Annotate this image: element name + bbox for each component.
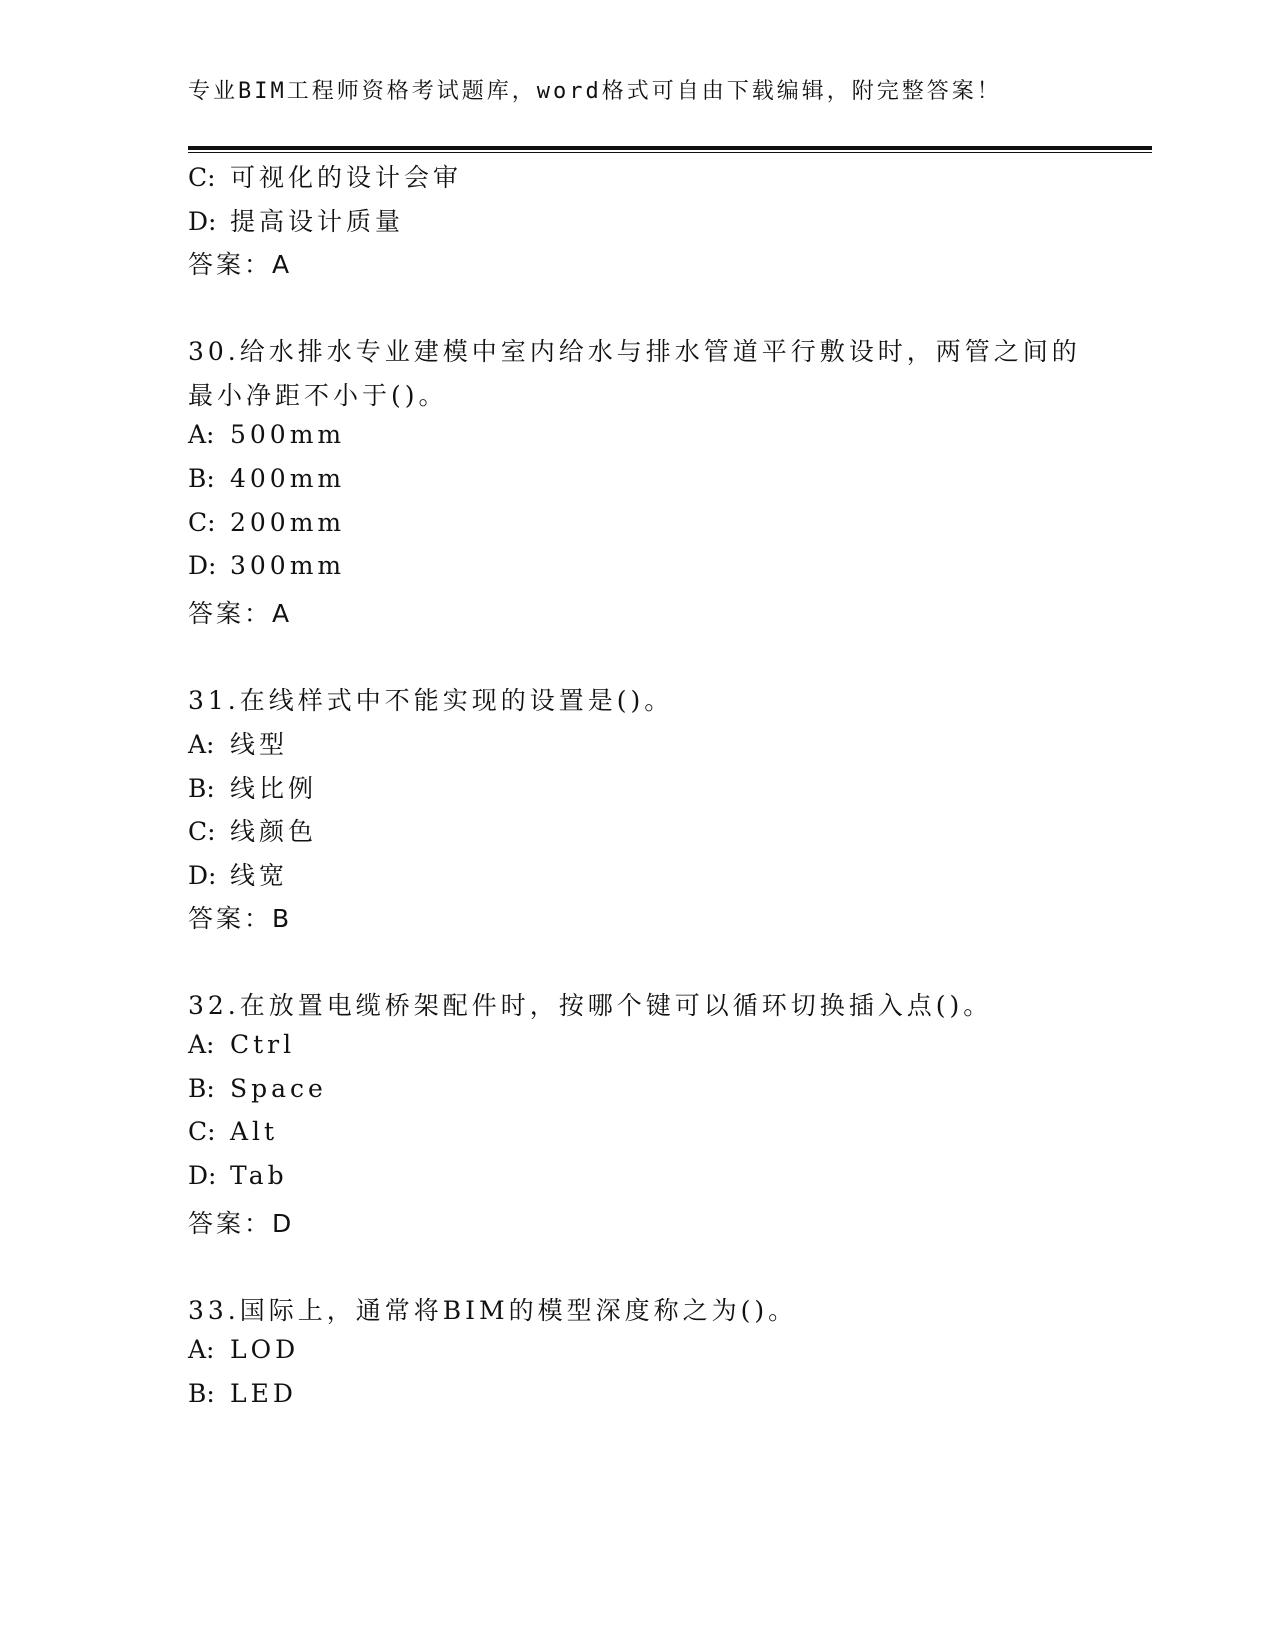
option-label: D: (188, 207, 217, 236)
option-label: C: (188, 163, 216, 192)
option-text: Ctrl (230, 1030, 296, 1059)
header-rule-thin (188, 152, 1152, 153)
header-rule-thick (188, 146, 1152, 150)
option-text: 400mm (230, 464, 346, 493)
q30-option-d (188, 551, 345, 580)
q32-option-d (188, 1161, 288, 1190)
q32-option-b (188, 1074, 327, 1103)
q31-stem: 31.在线样式中不能实现的设置是()。 (188, 686, 674, 715)
option-label: C: (188, 817, 216, 846)
option-label: B: (188, 1074, 215, 1103)
option-label: C: (188, 508, 216, 537)
q32-option-a (188, 1030, 295, 1059)
option-text: 线颜色 (230, 817, 318, 846)
q29-option-d (188, 202, 404, 238)
q31-option-a (188, 725, 288, 761)
option-label: D: (188, 861, 217, 890)
option-label: A: (188, 420, 215, 449)
q29-option-c (188, 158, 462, 194)
option-text: Alt (230, 1117, 279, 1146)
q32-option-c (188, 1117, 278, 1146)
option-label: D: (188, 551, 217, 580)
option-text: Tab (230, 1161, 288, 1190)
option-text: 提高设计质量 (230, 207, 405, 236)
option-label: C: (188, 1117, 216, 1146)
option-label: D: (188, 1161, 217, 1190)
option-label: A: (188, 1335, 215, 1364)
q33-stem: 33.国际上，通常将BIM的模型深度称之为()。 (188, 1296, 798, 1325)
q30-stem-line2: 最小净距不小于()。 (188, 381, 448, 410)
option-label: B: (188, 464, 215, 493)
option-text: LOD (230, 1335, 300, 1364)
q31-option-b (188, 769, 317, 805)
q29-answer: 答案：A (188, 250, 293, 279)
option-text: Space (230, 1074, 327, 1103)
q33-option-b (188, 1379, 297, 1408)
q32-answer: 答案：D (188, 1209, 295, 1238)
option-label: A: (188, 730, 215, 759)
page-header: 专业BIM工程师资格考试题库，word格式可自由下载编辑，附完整答案！ (188, 79, 1002, 104)
q31-option-d (188, 856, 288, 892)
q30-stem-line1: 30.给水排水专业建模中室内给水与排水管道平行敷设时，两管之间的 (188, 337, 1081, 366)
option-text: 300mm (230, 551, 346, 580)
q31-option-c (188, 812, 317, 848)
option-label: A: (188, 1030, 215, 1059)
q31-answer: 答案：B (188, 904, 293, 933)
option-text: 可视化的设计会审 (230, 163, 463, 192)
option-text: 线比例 (230, 774, 318, 803)
option-text: 200mm (230, 508, 346, 537)
option-label: B: (188, 774, 215, 803)
option-text: 线宽 (230, 861, 289, 890)
q30-option-b (188, 464, 345, 493)
option-label: B: (188, 1379, 215, 1408)
q30-answer: 答案：A (188, 599, 293, 628)
q32-stem: 32.在放置电缆桥架配件时，按哪个键可以循环切换插入点()。 (188, 991, 993, 1020)
q30-option-a (188, 420, 345, 449)
option-text: LED (230, 1379, 297, 1408)
q30-option-c (188, 508, 345, 537)
q33-option-a (188, 1335, 299, 1364)
option-text: 500mm (230, 420, 346, 449)
option-text: 线型 (230, 730, 289, 759)
